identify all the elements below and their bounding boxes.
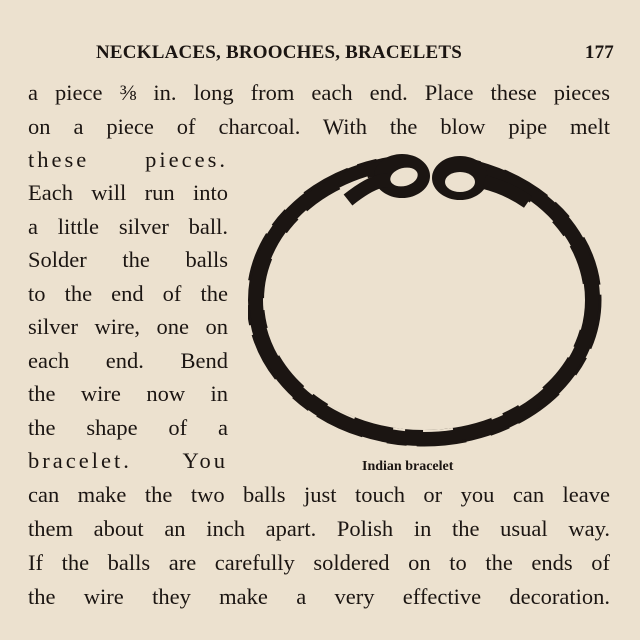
text-line: each end. Bend [28, 348, 228, 373]
bracelet-illustration [248, 150, 608, 450]
running-title: NECKLACES, BROOCHES, BRACELETS [96, 42, 463, 63]
text-line: Each will run into [28, 180, 228, 205]
text-line: to the end of the [28, 281, 228, 306]
text-line: a piece ⅜ in. long from each end. Place these pieces [28, 80, 610, 105]
text-line: silver wire, one on [28, 314, 228, 339]
text-line: the wire they make a very effective decoration. [28, 584, 610, 609]
text-line: bracelet. You [28, 448, 228, 473]
text-line: the shape of a [28, 415, 228, 440]
text-line: Solder the balls [28, 247, 228, 272]
text-line: these pieces. [28, 147, 228, 172]
text-line: can make the two balls just touch or you can leave [28, 482, 610, 507]
figure-caption: Indian bracelet [362, 459, 454, 474]
text-line: them about an inch apart. Polish in the usual way. [28, 516, 610, 541]
text-line: on a piece of charcoal. With the blow pipe melt [28, 114, 610, 139]
text-line: the wire now in [28, 381, 228, 406]
text-line: If the balls are carefully soldered on to the ends of [28, 550, 610, 575]
text-line: a little silver ball. [28, 214, 228, 239]
page-number: 177 [584, 42, 614, 63]
